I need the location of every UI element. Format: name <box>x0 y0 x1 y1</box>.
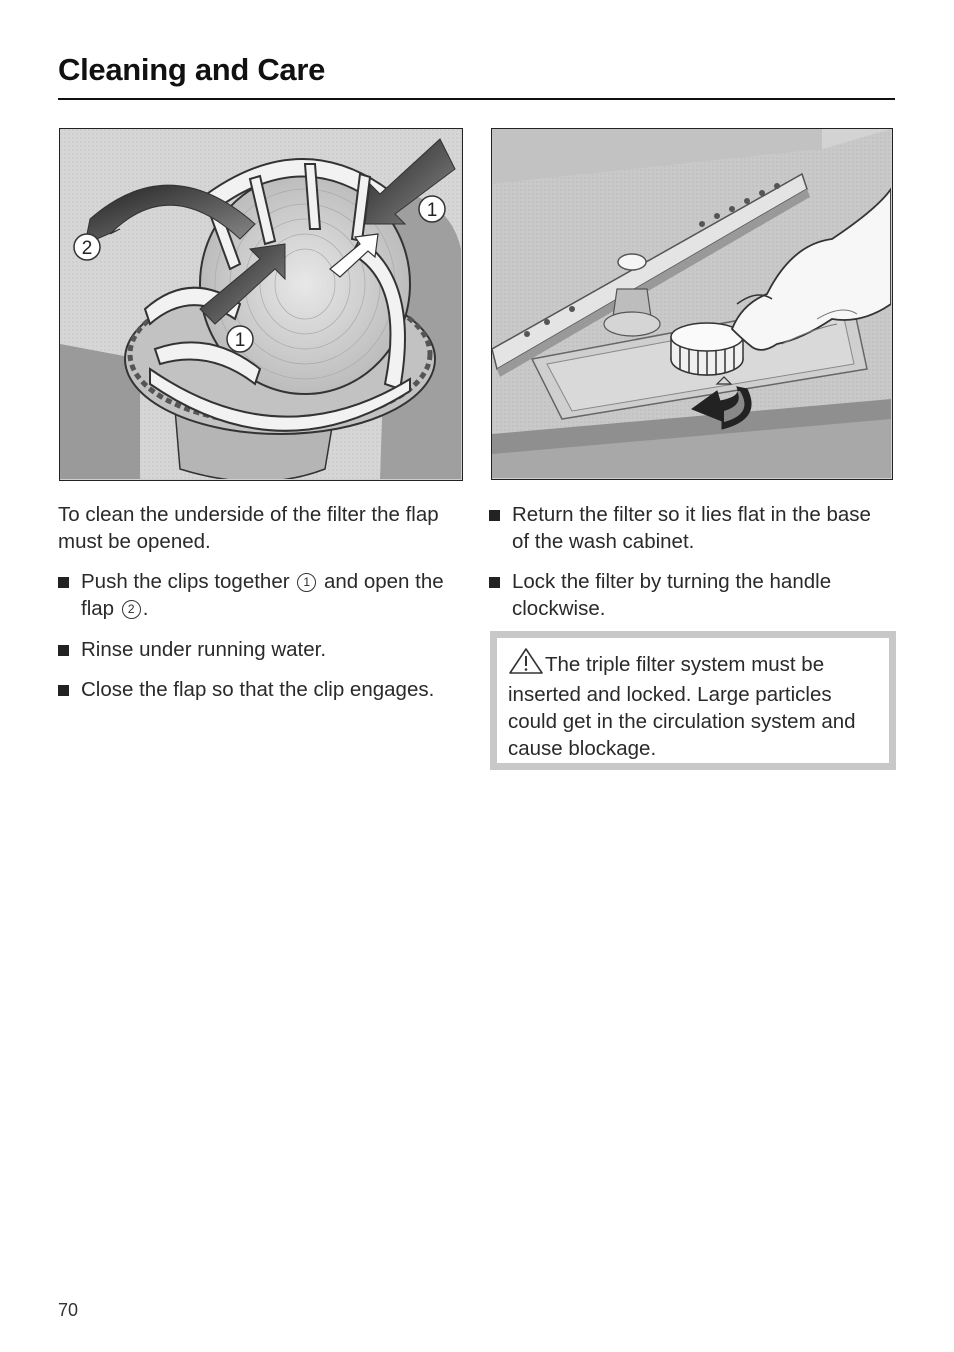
page-number: 70 <box>58 1300 79 1320</box>
step-text: and open the flap <box>81 570 444 620</box>
step-rinse <box>81 636 456 663</box>
warning-triangle-icon <box>508 648 544 681</box>
bullet-square-icon <box>58 645 69 656</box>
bullet-square-icon <box>489 577 500 588</box>
step-text: Return the filter so it lies flat in the base of the wash cabinet. <box>512 503 871 553</box>
step-text: Close the flap so that the clip engages. <box>81 678 435 701</box>
bullet-square-icon <box>489 510 500 521</box>
warning-content <box>497 638 889 763</box>
bullet-square-icon <box>58 577 69 588</box>
figure1-label-1b: 1 <box>234 330 246 351</box>
step-return-filter <box>512 501 887 555</box>
step-text: Lock the filter by turning the handle clockwise. <box>512 570 832 620</box>
step-close-flap <box>81 676 456 703</box>
circled-number-1: 1 <box>297 573 316 592</box>
step-text: Push the clips together <box>81 570 296 593</box>
warning-text: The triple filter system must be inserted and locked. Large particles could get in the circulation system and cause blockage. <box>508 653 856 760</box>
filter-flap-illustration <box>59 128 463 481</box>
figure1-label-1a: 1 <box>426 200 438 221</box>
figure1-label-2: 2 <box>81 238 93 259</box>
filter-locking-illustration <box>491 128 893 480</box>
step-lock-filter <box>512 568 887 622</box>
step-text: Rinse under running water. <box>81 638 327 661</box>
step-text: . <box>142 597 149 620</box>
page-title: Cleaning and Care <box>58 52 326 87</box>
bullet-square-icon <box>58 685 69 696</box>
warning-box <box>490 631 896 770</box>
intro-paragraph: To clean the underside of the filter the flap must be opened. <box>58 503 439 553</box>
circled-number-2: 2 <box>122 600 141 619</box>
title-divider <box>58 98 895 100</box>
step-push-clips <box>81 568 456 622</box>
